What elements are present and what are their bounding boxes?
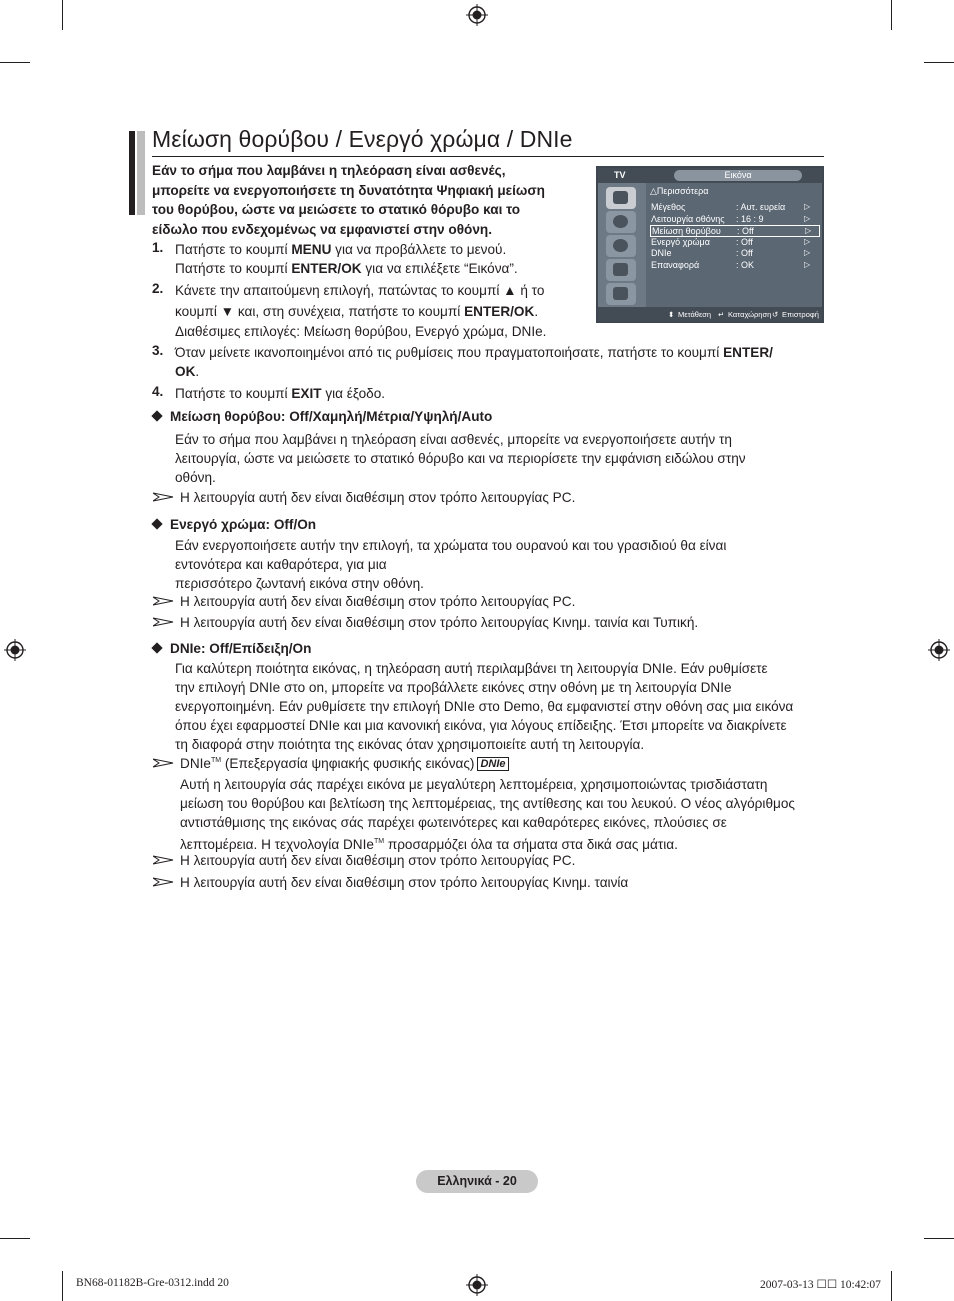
crop-mark	[62, 0, 63, 30]
tv-menu-row: DNIe : Off ▷	[651, 248, 811, 258]
dnie-logo: DNIe	[477, 757, 508, 771]
diamond-bullet-icon	[151, 410, 162, 421]
note-arrow-icon	[153, 758, 175, 768]
step-number: 3.	[152, 343, 164, 358]
registration-mark-icon	[466, 4, 488, 26]
step-2: Κάνετε την απαιτούμενη επιλογή, πατώντας το κουμπί ▲ ή το κουμπί ▼ και, στη συνέχεια, πατήστε το κουμπί ENTER/OK. Διαθέσιμες επιλογές: Μείωση θορύβου, Ενεργό χρώμα, DNIe.	[175, 283, 547, 339]
tv-menu-row: Λειτουργία οθόνης : 16 : 9 ▷	[651, 213, 811, 224]
registration-mark-icon	[4, 639, 26, 661]
noise-body: Εάν το σήμα που λαμβάνει η τηλεόραση είναι ασθενές, μπορείτε να ενεργοποιήσετε αυτήν τη λειτουργία, ώστε να μειώσετε το στατικό θόρυβο και να περιορίσετε την εμφάνιση ειδώλου στην οθόνη.	[175, 432, 746, 485]
registration-mark-icon	[466, 1274, 488, 1296]
note-arrow-icon	[153, 596, 175, 606]
tv-menu-tab: Εικόνα	[674, 170, 802, 181]
note-arrow-icon	[153, 877, 175, 887]
crop-mark	[0, 62, 30, 63]
tv-menu-sidebar	[598, 183, 646, 307]
crop-mark	[0, 1238, 30, 1239]
section-heading-noise: Μείωση θορύβου: Off/Χαμηλή/Μέτρια/Υψηλή/Auto	[153, 409, 492, 424]
tv-menu-row: Μέγεθος : Αυτ. ευρεία ▷	[651, 202, 811, 212]
enter-icon: ↵	[718, 310, 725, 319]
crop-mark	[924, 1238, 954, 1239]
note: Η λειτουργία αυτή δεν είναι διαθέσιμη στον τρόπο λειτουργίας PC.	[153, 853, 575, 868]
step-number: 4.	[152, 384, 164, 399]
note: Η λειτουργία αυτή δεν είναι διαθέσιμη στον τρόπο λειτουργίας Κινημ. ταινία	[153, 875, 628, 890]
tv-menu-more: △Περισσότερα	[650, 186, 709, 196]
note-arrow-icon	[153, 855, 175, 865]
step-3: Όταν μείνετε ικανοποιημένοι από τις ρυθμίσεις που πραγματοποιήσατε, πατήστε το κουμπί ENTER/ OK.	[175, 345, 773, 379]
step-4: Πατήστε το κουμπί EXIT για έξοδο.	[175, 386, 386, 401]
dnie-body: Για καλύτερη ποιότητα εικόνας, η τηλεόραση αυτή περιλαμβάνει τη λειτουργία DNIe. Εάν ρυθμίσετε την επιλογή DNIe στο on, μπορείτε να προβάλλετε εικόνες στην οθόνη με τη λειτουργία DNIe ενεργοποιημένη. Εάν ρυθμίσετε την επιλογή DNIe στο Demo, θα εμφανιστεί στην οθόνη σας μια εικόνα όπου έχει εφαρμοστεί DNIe και μια κανονική εικόνα, για λόγους επίδειξης. Έτσι μπορείτε να διακρίνετε τη διαφορά στην ποιότητα της εικόνας όταν χρησιμοποιείτε αυτή τη λειτουργία.	[175, 661, 794, 752]
note: Η λειτουργία αυτή δεν είναι διαθέσιμη στον τρόπο λειτουργίας PC.	[153, 594, 575, 609]
diamond-bullet-icon	[151, 642, 162, 653]
title-accent-bar	[137, 131, 145, 215]
note-arrow-icon	[153, 617, 175, 627]
note: Η λειτουργία αυτή δεν είναι διαθέσιμη στον τρόπο λειτουργίας Κινημ. ταινία και Τυπική.	[153, 615, 698, 630]
tv-menu-top-bar	[598, 168, 822, 183]
return-icon: ↺	[772, 310, 779, 319]
step-number: 2.	[152, 281, 164, 296]
tv-menu-row: Ενεργό χρώμα : Off ▷	[651, 236, 811, 247]
tv-menu-row-selected: Μείωση θορύβου : Off ▷	[650, 225, 820, 237]
tv-menu-screenshot	[596, 166, 824, 323]
move-icon: ⬍	[668, 310, 675, 319]
input-icon	[606, 283, 636, 305]
crop-mark	[891, 1271, 892, 1301]
note: Η λειτουργία αυτή δεν είναι διαθέσιμη στον τρόπο λειτουργίας PC.	[153, 490, 575, 505]
page-title: Μείωση θορύβου / Ενεργό χρώμα / DNIe	[152, 126, 573, 152]
picture-icon	[606, 187, 636, 209]
file-slug: BN68-01182B-Gre-0312.indd 20	[76, 1277, 229, 1289]
intro-paragraph: Εάν το σήμα που λαμβάνει η τηλεόραση είναι ασθενές, μπορείτε να ενεργοποιήσετε τη δυνατότητα Ψηφιακή μείωση του θορύβου, ώστε να μειώσετε το στατικό θόρυβο και το είδωλο που ενδεχομένως να εμφανιστεί στην οθόνη.	[152, 163, 545, 237]
title-rule	[152, 156, 824, 157]
note-arrow-icon	[153, 492, 175, 502]
crop-mark	[924, 62, 954, 63]
tv-menu-row: Επαναφορά : OK ▷	[651, 259, 811, 270]
section-heading-active-color: Ενεργό χρώμα: Off/On	[153, 517, 316, 532]
setup-icon	[606, 259, 636, 281]
date-slug: 2007-03-13 ☐☐ 10:42:07	[760, 1279, 881, 1291]
dnie-note-body: Αυτή η λειτουργία σάς παρέχει εικόνα με μεγαλύτερη λεπτομέρεια, χρησιμοποιώντας τρισδιάστατη μείωση του θορύβου και βελτίωση της λεπτομέρειας, της αντίθεσης και του λευκού. Ο νέος αλγόριθμος αντιστάθμισης της εικόνας σάς παρέχει φωτεινότερες και καθαρότερες εικόνες, πλούσιες σε λεπτομέρεια. Η τεχνολογία DNIe™ προσαρμόζει όλα τα σήματα στα δικά σας μάτια.	[180, 777, 795, 852]
tv-menu-footer: ⬍ Μετάθεση ↵ Καταχώρηση ↺ Επιστροφή	[598, 307, 822, 321]
crop-mark	[891, 0, 892, 30]
tv-source-label: TV	[614, 170, 626, 180]
diamond-bullet-icon	[151, 518, 162, 529]
crop-mark	[62, 1271, 63, 1301]
step-number: 1.	[152, 240, 164, 255]
note-dnie-definition: DNIe™ (Επεξεργασία ψηφιακής φυσικής εικόνας) DNIe	[153, 756, 509, 771]
active-color-body: Εάν ενεργοποιήσετε αυτήν την επιλογή, τα χρώματα του ουρανού και του γρασιδιού θα είναι εντονότερα και καθαρότερα, για μια περισσότερο ζωντανή εικόνα στην οθόνη.	[175, 538, 727, 591]
section-heading-dnie: DNIe: Off/Επίδειξη/On	[153, 641, 311, 656]
page-number: Ελληνικά - 20	[416, 1170, 538, 1193]
step-1: Πατήστε το κουμπί MENU για να προβάλλετε το μενού. Πατήστε το κουμπί ENTER/OK για να επιλέξετε “Εικόνα”.	[175, 242, 518, 276]
channel-icon	[606, 235, 636, 257]
title-accent-bar	[129, 131, 135, 215]
registration-mark-icon	[928, 639, 950, 661]
sound-icon	[606, 211, 636, 233]
